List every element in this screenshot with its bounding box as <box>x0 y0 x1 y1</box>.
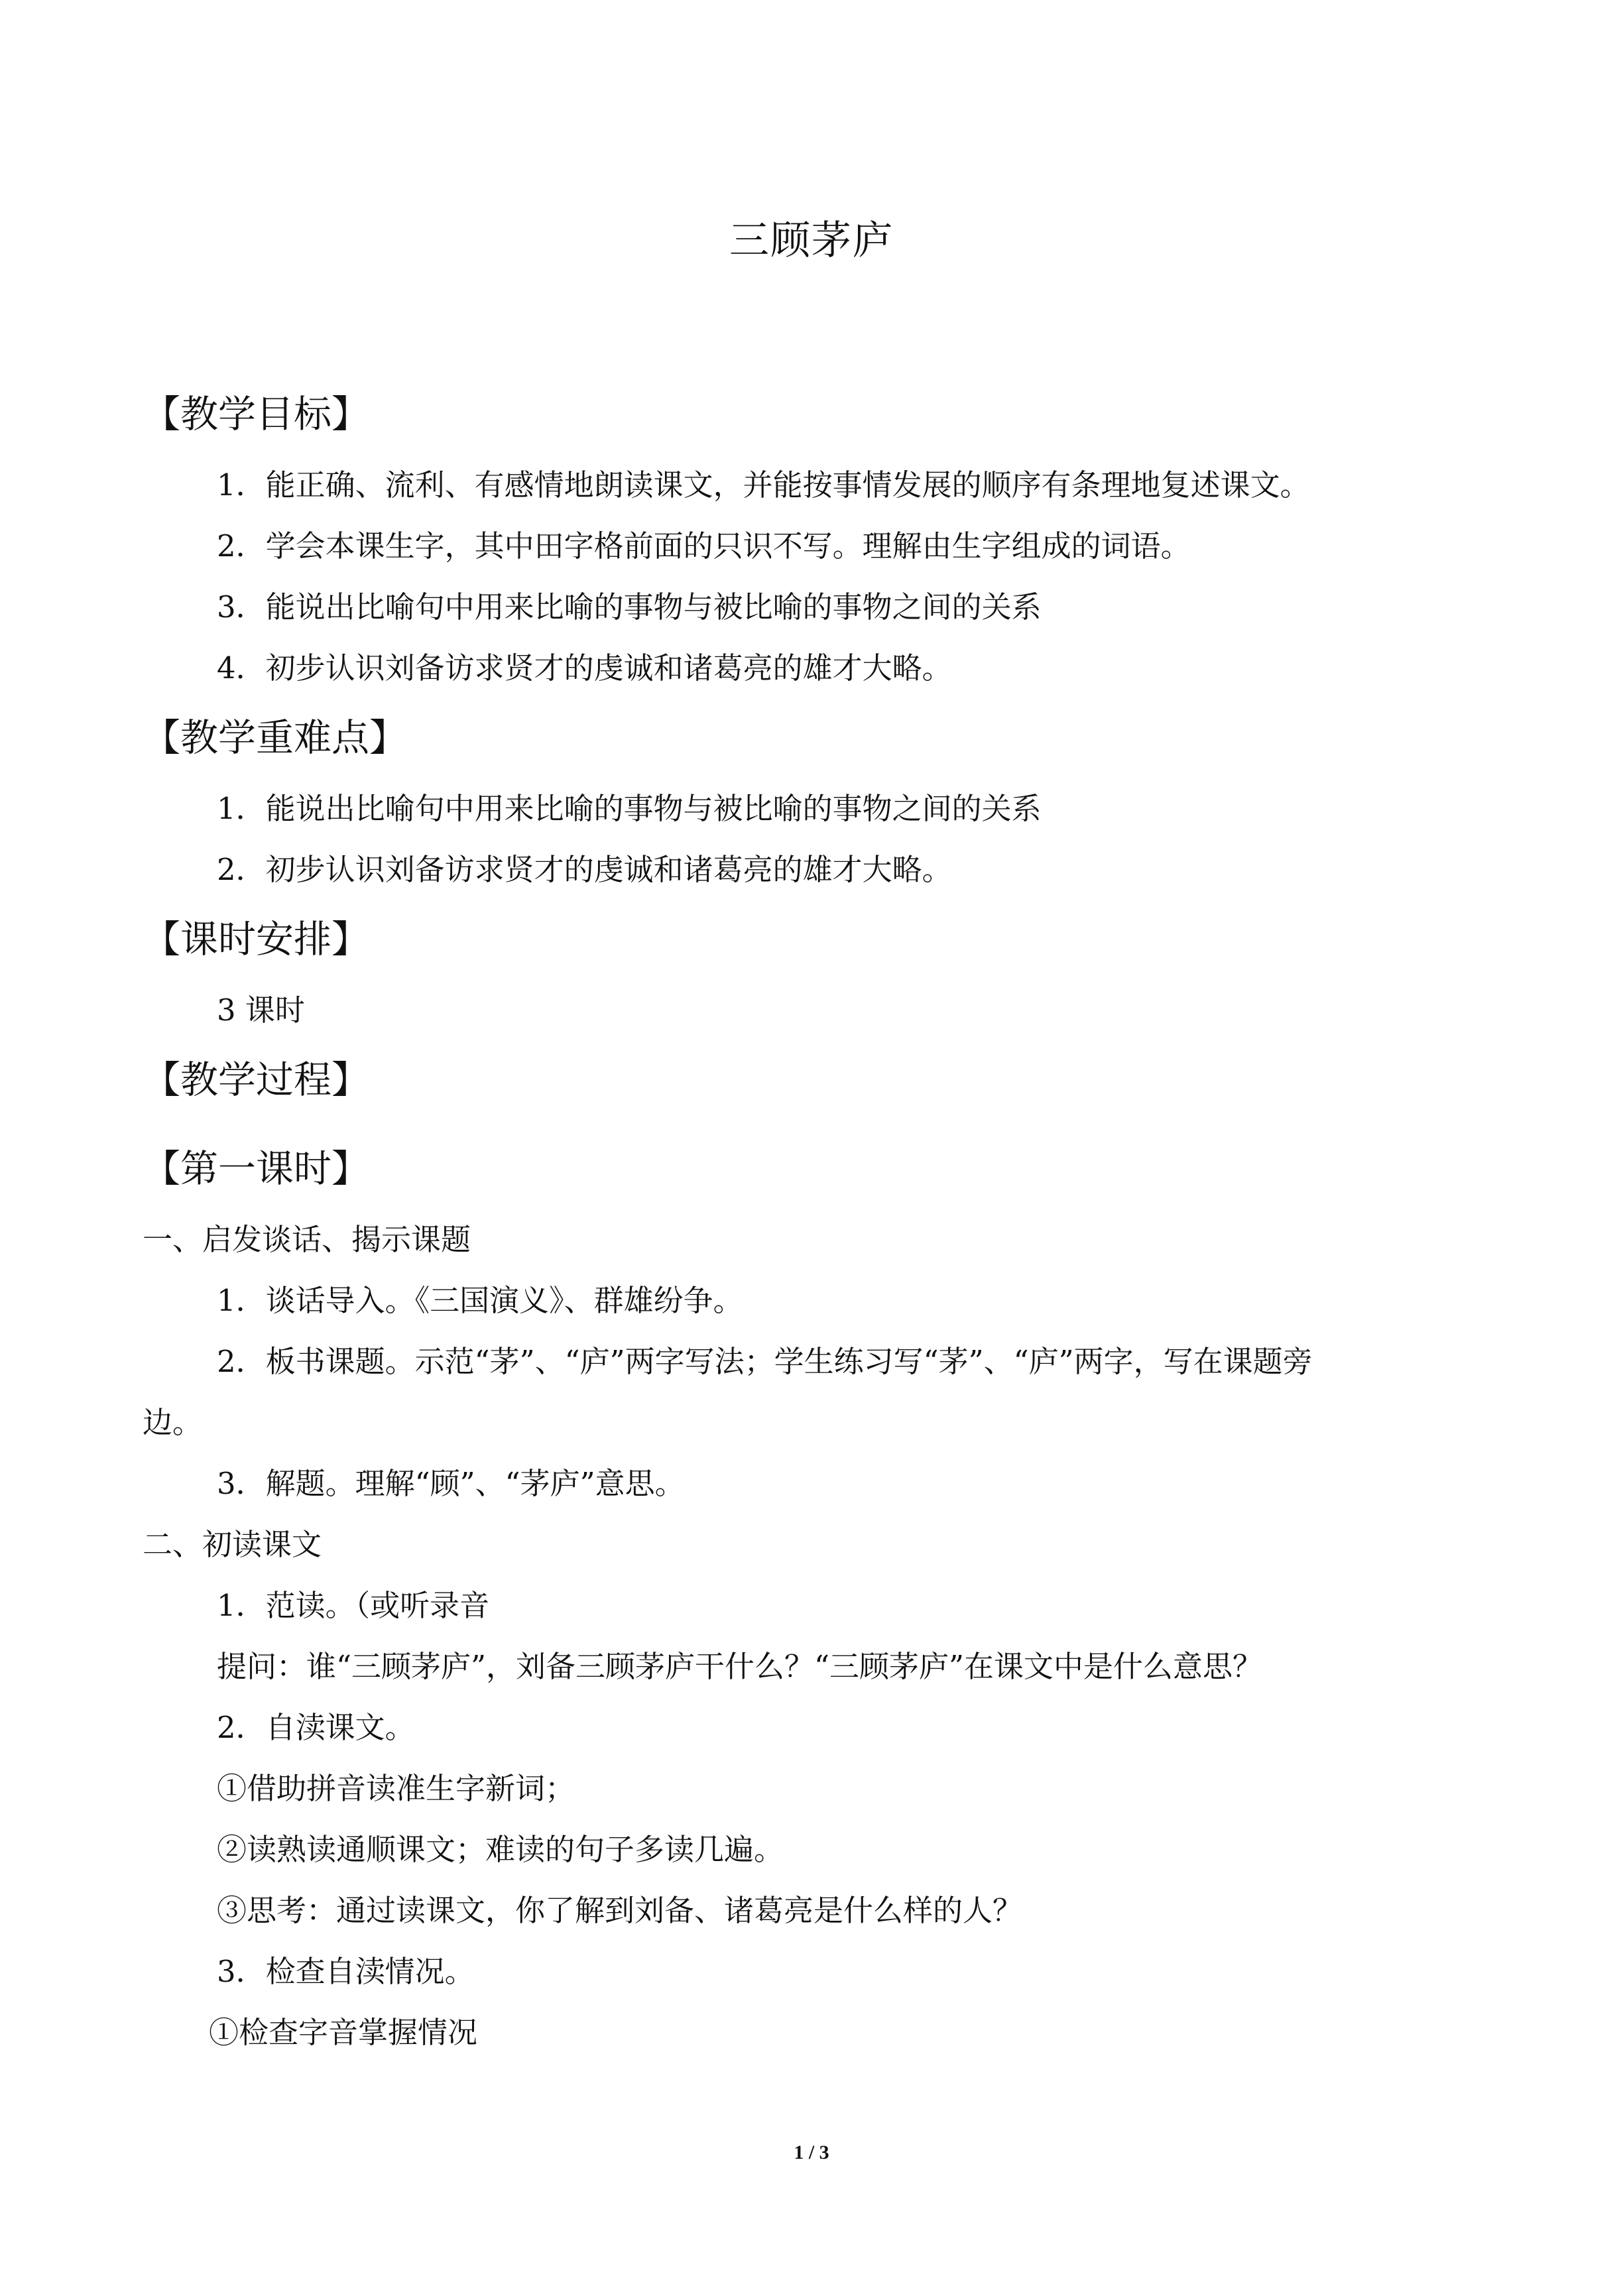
document-title: 三顾茅庐 <box>729 217 894 264</box>
part2-title: 二、初读课文 <box>143 1527 322 1562</box>
schedule-text: 3 课时 <box>217 993 305 1028</box>
part2-item: ①借助拼音读准生字新词； <box>217 1771 575 1806</box>
objective-item: 3．能说出比喻句中用来比喻的事物与被比喻的事物之间的关系 <box>217 589 1042 625</box>
part1-title: 一、启发谈话、揭示课题 <box>143 1222 471 1257</box>
objective-item: 4．初步认识刘备访求贤才的虔诚和诸葛亮的雄才大略。 <box>217 650 952 686</box>
section-heading-key-points: 【教学重难点】 <box>143 716 407 760</box>
section-heading-process: 【教学过程】 <box>143 1058 369 1102</box>
part1-item: 2．板书课题。示范“茅”、“庐”两字写法；学生练习写“茅”、“庐”两字，写在课题旁 <box>217 1344 1313 1379</box>
objective-item: 2．学会本课生字，其中田字格前面的只识不写。理解由生字组成的词语。 <box>217 528 1191 564</box>
page-number: 1 / 3 <box>794 2142 829 2163</box>
section-heading-schedule: 【课时安排】 <box>143 918 369 961</box>
part1-item: 1．谈话导入。《三国演义》、群雄纷争。 <box>217 1283 743 1318</box>
part1-item: 3．解题。理解“顾”、“茅庐”意思。 <box>217 1466 685 1501</box>
key-point-item: 1．能说出比喻句中用来比喻的事物与被比喻的事物之间的关系 <box>217 791 1042 826</box>
part2-item: 2．自渎课文。 <box>217 1710 415 1745</box>
objective-item: 1．能正确、流利、有感情地朗读课文，并能按事情发展的顺序有条理地复述课文。 <box>217 467 1310 503</box>
part2-item: 提问：谁“三顾茅庐”，刘备三顾茅庐干什么？“三顾茅庐”在课文中是什么意思？ <box>217 1649 1263 1684</box>
part2-item: 3．检查自渎情况。 <box>217 1954 475 1989</box>
section-heading-objectives: 【教学目标】 <box>143 393 369 436</box>
objectives-list <box>150 455 1483 699</box>
part1-item-continuation: 边。 <box>143 1405 203 1440</box>
part2-item: ③思考：通过读课文，你了解到刘备、诸葛亮是什么样的人？ <box>217 1893 1023 1928</box>
section-heading-lesson1: 【第一课时】 <box>143 1147 369 1191</box>
document-body <box>143 378 1483 2063</box>
part2-item: ②读熟读通顺课文；难读的句子多读几遍。 <box>217 1832 784 1867</box>
key-points-list <box>150 778 1483 900</box>
part2-item: ①检查字音掌握情况 <box>209 2015 478 2050</box>
lesson1-body <box>143 1209 1483 2063</box>
part2-item: 1．范读。（或听录音 <box>217 1588 490 1623</box>
key-point-item: 2．初步认识刘备访求贤才的虔诚和诸葛亮的雄才大略。 <box>217 852 952 887</box>
